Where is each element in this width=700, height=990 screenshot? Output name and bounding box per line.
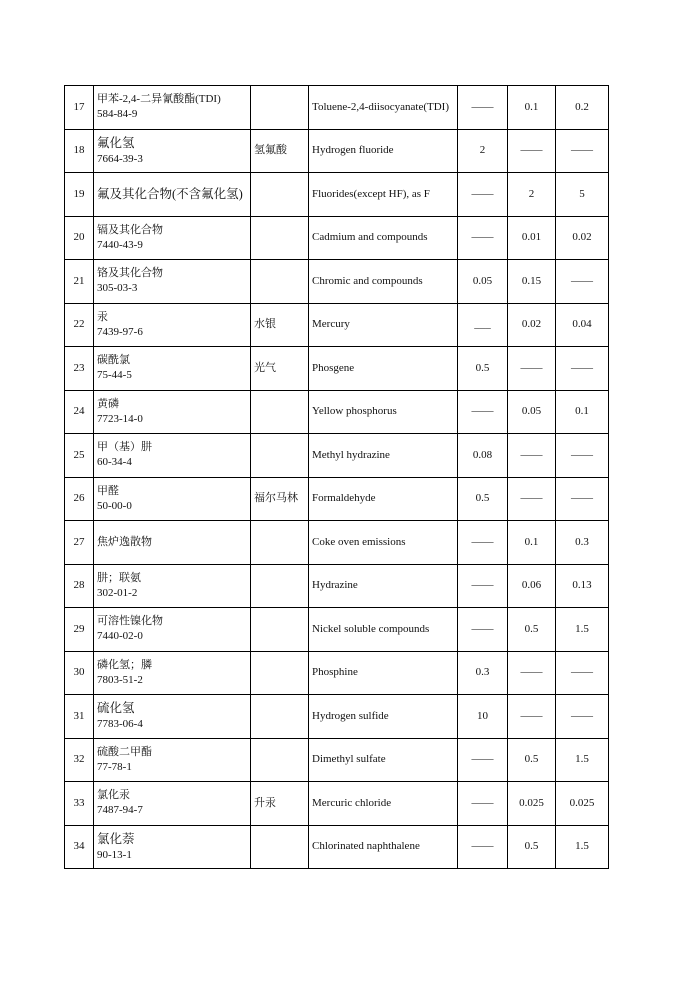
chinese-name: 硫化氢 bbox=[97, 701, 135, 716]
chemical-name-cell bbox=[94, 521, 251, 565]
chinese-name: 黄磷 bbox=[97, 397, 119, 410]
chinese-name: 肼；联氨 bbox=[97, 571, 141, 584]
value-mac: —— bbox=[458, 825, 508, 869]
row-number: 34 bbox=[65, 825, 94, 869]
value-stel: 5 bbox=[556, 173, 609, 217]
cas-number: 7723-14-0 bbox=[97, 412, 143, 425]
value-twa: —— bbox=[508, 129, 556, 173]
cas-number: 584-84-9 bbox=[97, 108, 138, 121]
chemical-name-cell bbox=[94, 825, 251, 869]
row-number: 31 bbox=[65, 695, 94, 739]
value-stel: 1.5 bbox=[556, 738, 609, 782]
value-mac: 0.08 bbox=[458, 434, 508, 478]
value-twa: —— bbox=[508, 477, 556, 521]
row-number: 19 bbox=[65, 173, 94, 217]
english-name: Chlorinated naphthalene bbox=[309, 825, 458, 869]
value-mac: —— bbox=[458, 216, 508, 260]
alias-name bbox=[251, 390, 309, 434]
value-mac: —— bbox=[458, 564, 508, 608]
value-twa: 0.01 bbox=[508, 216, 556, 260]
value-stel: 0.13 bbox=[556, 564, 609, 608]
english-name: Hydrogen sulfide bbox=[309, 695, 458, 739]
value-twa: 0.02 bbox=[508, 303, 556, 347]
table-row bbox=[65, 608, 609, 652]
alias-name bbox=[251, 564, 309, 608]
chinese-name: 汞 bbox=[97, 310, 108, 323]
value-twa: 0.05 bbox=[508, 390, 556, 434]
row-number: 28 bbox=[65, 564, 94, 608]
english-name: Hydrogen fluoride bbox=[309, 129, 458, 173]
table-row bbox=[65, 260, 609, 304]
chemical-name-cell bbox=[94, 477, 251, 521]
row-number: 30 bbox=[65, 651, 94, 695]
value-twa: 0.15 bbox=[508, 260, 556, 304]
chemical-name-cell bbox=[94, 129, 251, 173]
alias-name: 光气 bbox=[251, 347, 309, 391]
value-mac: 0.5 bbox=[458, 347, 508, 391]
value-twa: 0.06 bbox=[508, 564, 556, 608]
chemical-name-cell bbox=[94, 782, 251, 826]
english-name: Chromic and compounds bbox=[309, 260, 458, 304]
chinese-name: 氟及其化合物(不含氟化氢) bbox=[97, 186, 243, 201]
value-stel: 0.2 bbox=[556, 86, 609, 130]
cas-number: 305-03-3 bbox=[97, 282, 138, 295]
chinese-name: 甲（基）肼 bbox=[97, 441, 152, 454]
cas-number: 7783-06-4 bbox=[97, 718, 143, 731]
value-mac: —— bbox=[458, 738, 508, 782]
row-number: 17 bbox=[65, 86, 94, 130]
value-mac: —— bbox=[458, 521, 508, 565]
chemical-name-cell bbox=[94, 695, 251, 739]
cas-number: 7440-43-9 bbox=[97, 238, 143, 251]
alias-name bbox=[251, 173, 309, 217]
chinese-name: 磷化氢；膦 bbox=[97, 658, 152, 671]
value-twa: 0.1 bbox=[508, 86, 556, 130]
value-mac: 0.5 bbox=[458, 477, 508, 521]
value-twa: 0.5 bbox=[508, 608, 556, 652]
chemical-name-cell bbox=[94, 303, 251, 347]
alias-name bbox=[251, 825, 309, 869]
english-name: Fluorides(except HF), as F bbox=[309, 173, 458, 217]
value-stel: —— bbox=[556, 695, 609, 739]
chemical-name-cell bbox=[94, 738, 251, 782]
value-mac: 0.05 bbox=[458, 260, 508, 304]
value-stel: 0.04 bbox=[556, 303, 609, 347]
cas-number: 90-13-1 bbox=[97, 848, 132, 861]
cas-number: 7440-02-0 bbox=[97, 630, 143, 643]
value-stel: —— bbox=[556, 129, 609, 173]
table-row bbox=[65, 651, 609, 695]
chemical-name-cell bbox=[94, 173, 251, 217]
english-name: Mercury bbox=[309, 303, 458, 347]
value-stel: —— bbox=[556, 434, 609, 478]
english-name: Hydrazine bbox=[309, 564, 458, 608]
alias-name bbox=[251, 434, 309, 478]
row-number: 26 bbox=[65, 477, 94, 521]
value-mac: —— bbox=[458, 390, 508, 434]
row-number: 22 bbox=[65, 303, 94, 347]
chemical-limits-table bbox=[64, 85, 609, 869]
value-twa: 0.025 bbox=[508, 782, 556, 826]
alias-name bbox=[251, 86, 309, 130]
value-stel: —— bbox=[556, 651, 609, 695]
english-name: Toluene-2,4-diisocyanate(TDI) bbox=[309, 86, 458, 130]
chemical-name-cell bbox=[94, 347, 251, 391]
chemical-name-cell bbox=[94, 434, 251, 478]
value-stel: —— bbox=[556, 347, 609, 391]
value-twa: —— bbox=[508, 347, 556, 391]
english-name: Dimethyl sulfate bbox=[309, 738, 458, 782]
chemical-name-cell bbox=[94, 86, 251, 130]
alias-name bbox=[251, 695, 309, 739]
english-name: Coke oven emissions bbox=[309, 521, 458, 565]
table-row bbox=[65, 347, 609, 391]
alias-name bbox=[251, 738, 309, 782]
chinese-name: 甲苯-2,4-二异氰酸酯(TDI) bbox=[97, 93, 221, 106]
value-stel: 1.5 bbox=[556, 608, 609, 652]
table-row bbox=[65, 477, 609, 521]
value-twa: —— bbox=[508, 695, 556, 739]
cas-number: 50-00-0 bbox=[97, 499, 132, 512]
chinese-name: 氯化汞 bbox=[97, 789, 130, 802]
value-mac: —— bbox=[458, 782, 508, 826]
chinese-name: 甲醛 bbox=[97, 484, 119, 497]
chemical-name-cell bbox=[94, 564, 251, 608]
value-mac: 10 bbox=[458, 695, 508, 739]
value-mac: 2 bbox=[458, 129, 508, 173]
alias-name bbox=[251, 608, 309, 652]
row-number: 29 bbox=[65, 608, 94, 652]
row-number: 24 bbox=[65, 390, 94, 434]
chemical-name-cell bbox=[94, 216, 251, 260]
english-name: Formaldehyde bbox=[309, 477, 458, 521]
row-number: 20 bbox=[65, 216, 94, 260]
value-twa: 0.5 bbox=[508, 825, 556, 869]
cas-number: 75-44-5 bbox=[97, 369, 132, 382]
value-twa: —— bbox=[508, 434, 556, 478]
table-row bbox=[65, 216, 609, 260]
value-mac: —— bbox=[458, 608, 508, 652]
english-name: Phosphine bbox=[309, 651, 458, 695]
table-row bbox=[65, 521, 609, 565]
value-twa: 2 bbox=[508, 173, 556, 217]
value-twa: —— bbox=[508, 651, 556, 695]
english-name: Cadmium and compounds bbox=[309, 216, 458, 260]
alias-name: 福尔马林 bbox=[251, 477, 309, 521]
cas-number: 7439-97-6 bbox=[97, 325, 143, 338]
cas-number: 7664-39-3 bbox=[97, 152, 143, 165]
value-mac: ___ bbox=[458, 303, 508, 347]
value-stel: 0.3 bbox=[556, 521, 609, 565]
value-stel: 1.5 bbox=[556, 825, 609, 869]
english-name: Methyl hydrazine bbox=[309, 434, 458, 478]
english-name: Mercuric chloride bbox=[309, 782, 458, 826]
cas-number: 7487-94-7 bbox=[97, 804, 143, 817]
table-row bbox=[65, 129, 609, 173]
english-name: Phosgene bbox=[309, 347, 458, 391]
chinese-name: 氯化萘 bbox=[97, 831, 135, 846]
row-number: 33 bbox=[65, 782, 94, 826]
chinese-name: 氟化氢 bbox=[97, 135, 135, 150]
row-number: 27 bbox=[65, 521, 94, 565]
value-stel: 0.1 bbox=[556, 390, 609, 434]
cas-number: 7803-51-2 bbox=[97, 673, 143, 686]
chemical-name-cell bbox=[94, 390, 251, 434]
value-mac: —— bbox=[458, 173, 508, 217]
cas-number: 77-78-1 bbox=[97, 760, 132, 773]
value-twa: 0.1 bbox=[508, 521, 556, 565]
alias-name bbox=[251, 651, 309, 695]
chinese-name: 焦炉逸散物 bbox=[97, 535, 152, 548]
row-number: 23 bbox=[65, 347, 94, 391]
table-row bbox=[65, 564, 609, 608]
chinese-name: 可溶性镍化物 bbox=[97, 615, 163, 628]
cas-number: 60-34-4 bbox=[97, 456, 132, 469]
value-mac: —— bbox=[458, 86, 508, 130]
table-row bbox=[65, 738, 609, 782]
row-number: 25 bbox=[65, 434, 94, 478]
table-row bbox=[65, 782, 609, 826]
chemical-name-cell bbox=[94, 260, 251, 304]
value-mac: 0.3 bbox=[458, 651, 508, 695]
value-stel: —— bbox=[556, 260, 609, 304]
row-number: 32 bbox=[65, 738, 94, 782]
row-number: 18 bbox=[65, 129, 94, 173]
english-name: Yellow phosphorus bbox=[309, 390, 458, 434]
chinese-name: 碳酰氯 bbox=[97, 354, 130, 367]
chemical-name-cell bbox=[94, 608, 251, 652]
chemical-name-cell bbox=[94, 651, 251, 695]
table-row bbox=[65, 86, 609, 130]
alias-name: 水银 bbox=[251, 303, 309, 347]
value-twa: 0.5 bbox=[508, 738, 556, 782]
alias-name: 升汞 bbox=[251, 782, 309, 826]
alias-name: 氢氟酸 bbox=[251, 129, 309, 173]
row-number: 21 bbox=[65, 260, 94, 304]
table-body bbox=[65, 86, 609, 869]
table-row bbox=[65, 825, 609, 869]
chinese-name: 镉及其化合物 bbox=[97, 223, 163, 236]
chinese-name: 硫酸二甲酯 bbox=[97, 745, 152, 758]
value-stel: 0.02 bbox=[556, 216, 609, 260]
alias-name bbox=[251, 216, 309, 260]
value-stel: 0.025 bbox=[556, 782, 609, 826]
english-name: Nickel soluble compounds bbox=[309, 608, 458, 652]
table-row bbox=[65, 173, 609, 217]
chinese-name: 铬及其化合物 bbox=[97, 267, 163, 280]
table-row bbox=[65, 390, 609, 434]
alias-name bbox=[251, 521, 309, 565]
alias-name bbox=[251, 260, 309, 304]
table-row bbox=[65, 434, 609, 478]
table-row bbox=[65, 695, 609, 739]
value-stel: —— bbox=[556, 477, 609, 521]
cas-number: 302-01-2 bbox=[97, 586, 138, 599]
table-row bbox=[65, 303, 609, 347]
